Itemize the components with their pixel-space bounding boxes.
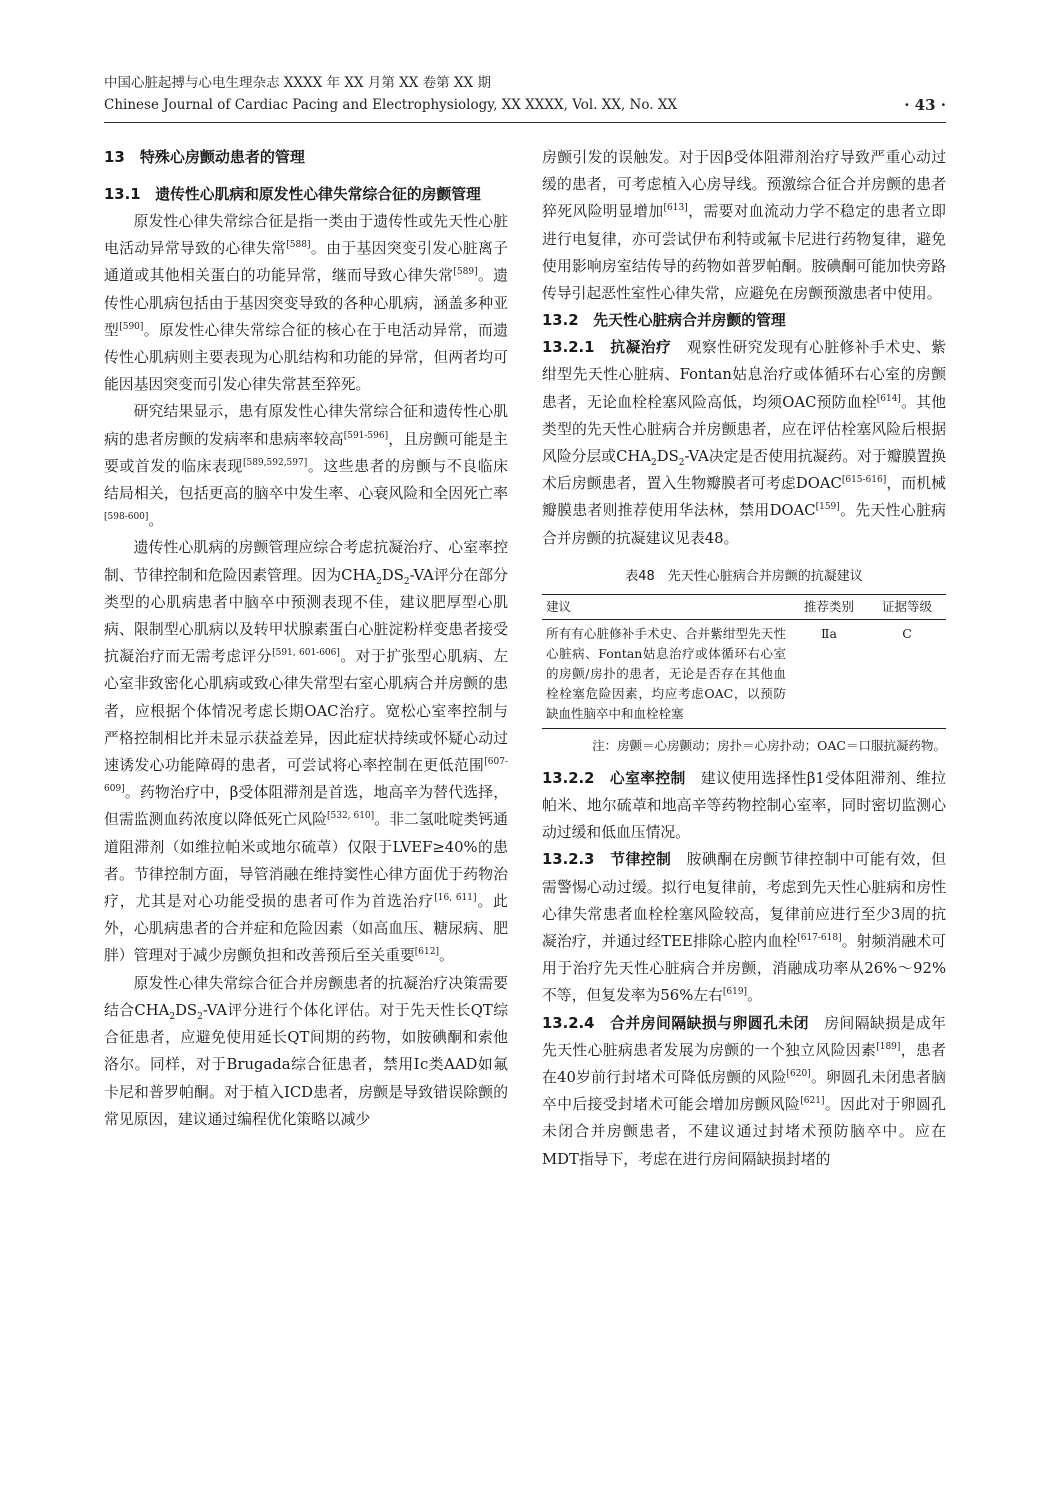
citation: [590] xyxy=(119,321,144,332)
paragraph: 13.2.3 节律控制 胺碘酮在房颤节律控制中可能有效，但需警惕心动过缓。拟行电复律前，考虑到先天性心脏病和房性心律失常患者血栓栓塞风险较高，复律前应进行至少3周的抗凝治疗，并通过经TEE排除心腔内血栓[617-618]。射频消融术可用于治疗先天性心脏病合并房颤，消融成功率从26%～92%不等，但复发率为56%左右[619]。 xyxy=(542,851,946,1005)
paragraph: 遗传性心肌病的房颤管理应综合考虑抗凝治疗、心室率控制、节律控制和危险因素管理。因为$CHA_2DS_2-VA$评分在部分类型的心肌病患者中脑卒中预测表现不佳，建议肥厚型心肌病、限制型心肌病以及转甲状腺素蛋白心脏淀粉样变患者接受抗凝治疗而无需考虑评分[591, 601-606]。对于扩张型心肌病、左心室非致密化心肌病或致心律失常型右室心肌病合并房颤的患者，应根据个体情况考虑长期OAC治疗。宽松心室率控制与严格控制相比并未显示获益差异，因此症状持续或怀疑心动过速诱发心功能障碍的患者，可尝试将心率控制在更低范围[607-609]。药物治疗中，β受体阻滞剂是首选，地高辛为替代选择，但需监测血药浓度以降低死亡风险[532, 610]。非二氢吡啶类钙通道阻滞剂（如维拉帕米或地尔硫䓬）仅限于LVEF≥40%的患者。节律控制方面，导管消融在维持窦性心律方面优于药物治疗，尤其是对心功能受损的患者可作为首选治疗[16, 611]。此外，心肌病患者的合并症和危险因素（如高血压、糖尿病、肥胖）管理对于减少房颤负担和改善预后至关重要[612]。 xyxy=(104,539,508,965)
table-caption: 表48 先天性心脏病合并房颤的抗凝建议 xyxy=(625,568,863,584)
section-13-title: 13 特殊心房颤动患者的管理 xyxy=(104,148,305,166)
section-13-1-title: 13.1 遗传性心肌病和原发性心律失常综合征的房颤管理 xyxy=(104,186,481,203)
section-13-2-title: 13.2 先天性心脏病合并房颤的管理 xyxy=(542,312,786,330)
page-number: · 43 · xyxy=(904,96,946,114)
paragraph: 13.2.1 抗凝治疗 观察性研究发现有心脏修补手术史、紫绀型先天性心脏病、Fontan姑息治疗或体循环右心室的房颤患者，无论血栓栓塞风险高低，均须OAC预防血栓[614]。其他类型的先天性心脏病合并房颤患者，应在评估栓塞风险后根据风险分层或$CHA_2DS_2-VA$决定是否使用抗凝药。对于瓣膜置换术后房颤患者，置入生物瓣膜者可考虑DOAC[615-616]，而机械瓣膜患者则推荐使用华法林，禁用DOAC[159]。先天性心脏病合并房颤的抗凝建议见表48。 xyxy=(542,339,946,547)
table-48 xyxy=(542,566,946,757)
citation: [591-596] xyxy=(343,430,389,441)
header-rule xyxy=(104,122,946,123)
citation: [159] xyxy=(815,502,840,513)
citation: [613] xyxy=(663,203,688,214)
table-header: 推荐类别 xyxy=(790,594,868,619)
subsection-13-2-4-title: 13.2.4 合并房间隔缺损与卵圆孔未闭 xyxy=(542,1014,809,1032)
citation: [588] xyxy=(286,240,311,251)
citation: [615-616] xyxy=(841,475,887,486)
paragraph: 13.2.4 合并房间隔缺损与卵圆孔未闭 房间隔缺损是成年先天性心脏病患者发展为房颤的一个独立风险因素[189]，患者在40岁前行封堵术可降低房颤的风险[620]。卵圆孔未闭患者脑卒中后接受封堵术可能会增加房颤风险[621]。因此对于卵圆孔未闭合并房颤患者，不建议通过封堵术预防脑卒中。应在MDT指导下，考虑在进行房间隔缺损封堵的 xyxy=(542,1014,946,1168)
citation: [16, 611] xyxy=(434,893,477,904)
paragraph: 原发性心律失常综合征合并房颤患者的抗凝治疗决策需要结合$CHA_2DS_2-VA$评分进行个体化评估。对于先天性长QT综合征患者，应避免使用延长QT间期的药物，如胺碘酮和索他洛尔。同样，对于Brugada综合征患者，禁用Ⅰc类AAD如氟卡尼和普罗帕酮。对于植入ICD患者，房颤是导致错误除颤的常见原因，建议通过编程优化策略以减少 xyxy=(104,974,508,1128)
subsection-13-2-1-title: 13.2.1 抗凝治疗 xyxy=(542,339,672,357)
citation: [620] xyxy=(786,1069,811,1080)
running-header xyxy=(104,72,946,116)
citation: [591, 601-606] xyxy=(272,648,340,659)
subsection-13-2-3-title: 13.2.3 节律控制 xyxy=(542,851,672,869)
left-column xyxy=(104,144,508,1133)
header-journal-cn: 中国心脏起搏与心电生理杂志 XXXX 年 XX 月第 XX 卷第 XX 期 xyxy=(104,75,491,91)
table-cell: 所有有心脏修补手术史、合并紫绀型先天性心脏病、Fontan姑息治疗或体循环右心室的房颤/房扑的患者，无论是否存在其他血栓栓塞危险因素，均应考虑OAC，以预防缺血性脑卒中和血栓栓塞 xyxy=(542,619,790,728)
table-cell: Ⅱa xyxy=(790,619,868,728)
subsection-13-2-2-title: 13.2.2 心室率控制 xyxy=(542,769,686,787)
header-journal-en: Chinese Journal of Cardiac Pacing and Electrophysiology, XX XXXX, Vol. XX, No. XX xyxy=(104,97,678,113)
table-row xyxy=(542,619,946,728)
right-column xyxy=(542,144,946,1173)
table-cell: C xyxy=(868,619,946,728)
citation: [617-618] xyxy=(797,933,842,944)
citation: [598-600] xyxy=(104,512,149,523)
paragraph: 研究结果显示，患有原发性心律失常综合征和遗传性心肌病的患者房颤的发病率和患病率较高[591-596]，且房颤可能是主要或首发的临床表现[589,592,597]。这些患者的房颤与不良临床结局相关，包括更高的脑卒中发生率、心衰风险和全因死亡率[598-600]。 xyxy=(104,403,508,530)
citation: [589,592,597] xyxy=(242,457,308,468)
table-header: 建议 xyxy=(542,594,790,619)
paragraph: 原发性心律失常综合征是指一类由于遗传性或先天性心脏电活动异常导致的心律失常[588]。由于基因突变引发心脏离子通道或其他相关蛋白的功能异常，继而导致心律失常[589]。遗传性心肌病包括由于基因突变导致的各种心肌病，涵盖多种亚型[590]。原发性心律失常综合征的核心在于电活动异常，而遗传性心肌病则主要表现为心肌结构和功能的异常，但两者均可能因基因突变而引发心律失常甚至猝死。 xyxy=(104,213,508,394)
paragraph: 13.2.2 心室率控制 建议使用选择性β1受体阻滞剂、维拉帕米、地尔硫䓬和地高辛等药物控制心室率，同时密切监测心动过缓和低血压情况。 xyxy=(542,769,946,842)
citation: [189] xyxy=(876,1041,901,1052)
citation: [619] xyxy=(722,987,748,998)
citation: [607-609] xyxy=(104,757,508,795)
citation: [589] xyxy=(453,267,478,278)
table-note: 注：房颤＝心房颤动；房扑＝心房扑动；OAC＝口服抗凝药物。 xyxy=(592,737,946,753)
citation: [612] xyxy=(414,947,439,958)
citation: [621] xyxy=(800,1096,825,1107)
paragraph: 房颤引发的误触发。对于因β受体阻滞剂治疗导致严重心动过缓的患者，可考虑植入心房导线。预激综合征合并房颤的患者猝死风险明显增加[613]，需要对血流动力学不稳定的患者立即进行电复律，亦可尝试伊布利特或氟卡尼进行药物复律，避免使用影响房室结传导的药物如普罗帕酮。胺碘酮可能加快旁路传导引起恶性室性心律失常，应避免在房颤预激患者中使用。 xyxy=(542,149,946,303)
citation: [614] xyxy=(876,393,901,404)
citation: [532, 610] xyxy=(327,811,375,822)
table-header: 证据等级 xyxy=(868,594,946,619)
